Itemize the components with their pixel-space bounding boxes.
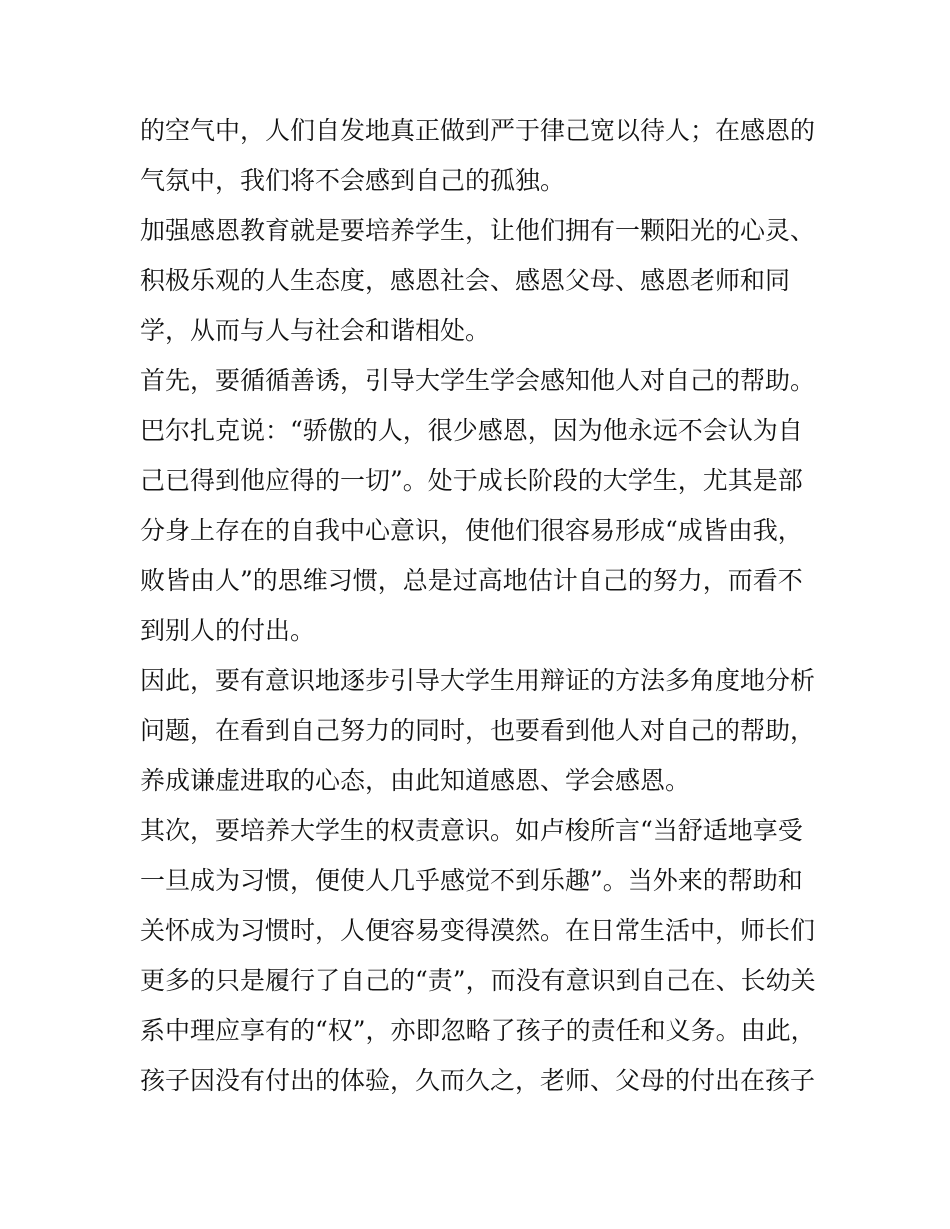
text-line: 一旦成为习惯，便使人几乎感觉不到乐趣”。当外来的帮助和 — [140, 866, 803, 895]
text-line: 积极乐观的人生态度，感恩社会、感恩父母、感恩老师和同 — [140, 266, 791, 295]
text-line: 巴尔扎克说：“骄傲的人，很少感恩，因为他永远不会认为自 — [140, 416, 803, 445]
text-line: 因此，要有意识地逐步引导大学生用辩证的方法多角度地分析 — [140, 666, 816, 695]
body-text — [140, 106, 830, 1106]
text-line: 孩子因没有付出的体验，久而久之，老师、父母的付出在孩子 — [140, 1066, 816, 1095]
text-line: 到别人的付出。 — [140, 616, 316, 645]
text-line: 关怀成为习惯时，人便容易变得漠然。在日常生活中，师长们 — [140, 916, 816, 945]
text-line: 问题，在看到自己努力的同时，也要看到他人对自己的帮助， — [140, 716, 816, 745]
text-line: 养成谦虚进取的心态，由此知道感恩、学会感恩。 — [140, 766, 691, 795]
text-line: 更多的只是履行了自己的“责”，而没有意识到自己在、长幼关 — [140, 966, 816, 995]
text-line: 加强感恩教育就是要培养学生，让他们拥有一颗阳光的心灵、 — [140, 216, 816, 245]
text-line: 系中理应享有的“权”，亦即忽略了孩子的责任和义务。由此， — [140, 1016, 816, 1045]
text-line: 学，从而与人与社会和谐相处。 — [140, 316, 491, 345]
text-line: 分身上存在的自我中心意识，使他们很容易形成“成皆由我， — [140, 516, 803, 545]
text-line: 的空气中，人们自发地真正做到严于律己宽以待人；在感恩的 — [140, 116, 816, 145]
text-line: 败皆由人”的思维习惯，总是过高地估计自己的努力，而看不 — [140, 566, 803, 595]
text-line: 首先，要循循善诱，引导大学生学会感知他人对自己的帮助。 — [140, 366, 816, 395]
text-line: 己已得到他应得的一切”。处于成长阶段的大学生，尤其是部 — [140, 466, 803, 495]
text-line: 其次，要培养大学生的权责意识。如卢梭所言“当舒适地享受 — [140, 816, 803, 845]
text-line: 气氛中，我们将不会感到自己的孤独。 — [140, 166, 566, 195]
